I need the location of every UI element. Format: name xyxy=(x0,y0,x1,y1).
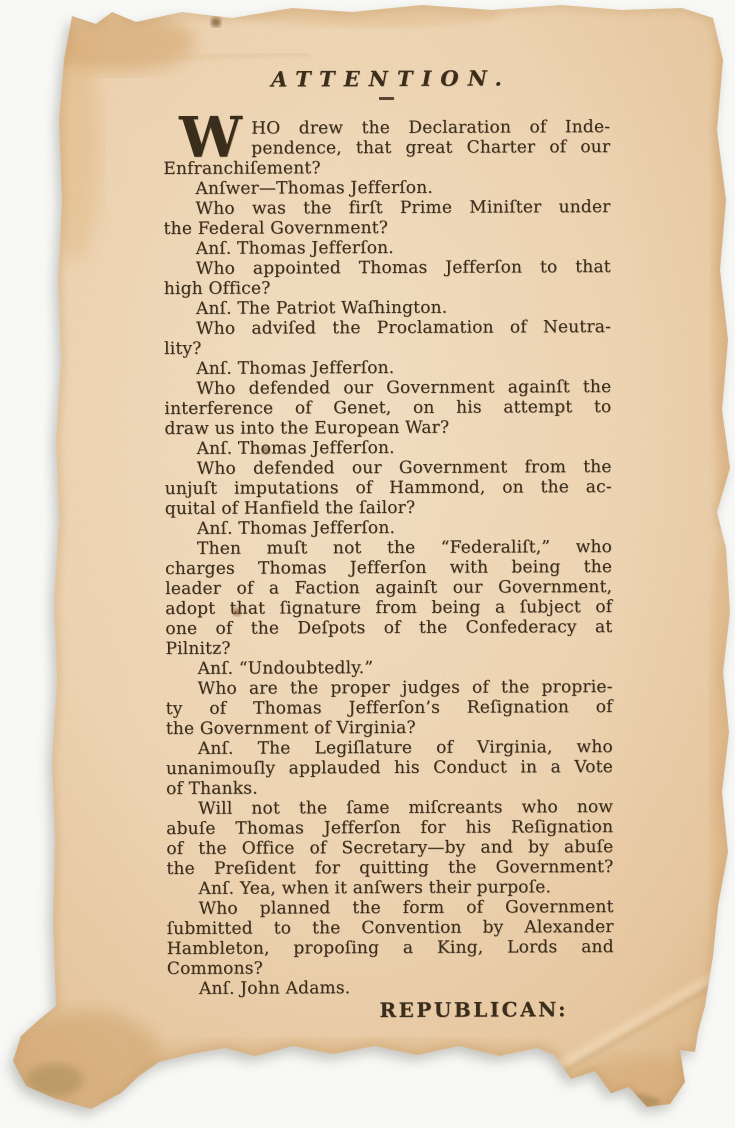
text-line: Who appointed Thomas Jefferſon to that xyxy=(195,257,611,279)
text-line: adopt that ſignature from being a ſubject of xyxy=(165,597,613,619)
text-line: Anſ. Thomas Jefferſon. xyxy=(196,437,395,459)
text-line: the Federal Government? xyxy=(163,217,389,239)
text-line: quital of Hanfield the ſailor? xyxy=(164,497,416,519)
signature-line: REPUBLICAN: xyxy=(379,997,569,1023)
text-line: Then muſt not the “Federaliſt,” who xyxy=(196,537,613,559)
text-line: pendence, that great Charter of our xyxy=(251,137,611,159)
text-line: Will not the ſame miſcreants who now xyxy=(198,797,614,819)
text-line: Anſ. John Adams. xyxy=(198,978,351,999)
text-line: Anſwer—Thomas Jefferſon. xyxy=(195,177,433,199)
text-line: Anſ. “Undoubtedly.” xyxy=(197,658,374,679)
text-line: Anſ. Thomas Jefferſon. xyxy=(196,357,395,379)
document-text xyxy=(163,65,614,1023)
text-line: of the Office of Secretary—by and by abuſe xyxy=(166,837,614,859)
text-line: Anſ. Thomas Jefferſon. xyxy=(196,517,396,539)
text-line: Enfranchiſement? xyxy=(163,158,321,179)
stain xyxy=(240,2,500,26)
text-line: Anſ. The Legiſlature of Virginia, who xyxy=(197,737,613,759)
text-line: the Government of Virginia? xyxy=(165,717,416,739)
text-line: Hambleton, propoſing a King, Lords and xyxy=(166,937,614,959)
text-line: draw us into the European War? xyxy=(164,417,450,439)
stain xyxy=(712,30,735,530)
stain xyxy=(27,1064,83,1096)
text-line: Anſ. Yea, when it anſwers their purpoſe. xyxy=(198,877,552,899)
text-line: Anſ. The Patriot Waſhington. xyxy=(195,297,448,319)
text-line: unanimouſly applauded his Conduct in a Vote xyxy=(165,757,614,779)
text-line: unjuſt imputations of Hammond, on the ac- xyxy=(164,477,612,499)
stain xyxy=(565,1056,715,1120)
text-line: Who are the proper judges of the proprie- xyxy=(197,677,613,699)
text-line: charges Thomas Jefferſon with being the xyxy=(165,557,613,579)
dropcap-letter: W xyxy=(179,104,243,171)
text-line: HO drew the Declaration of Inde- xyxy=(251,117,611,139)
stain xyxy=(10,1010,160,1106)
title-rule xyxy=(379,97,394,100)
text-line: Who adviſed the Proclamation of Neutra- xyxy=(196,317,612,339)
text-line: Who was the firſt Prime Miniſter under xyxy=(195,197,611,219)
text-line: lity? xyxy=(164,338,202,359)
text-line: Who defended our Government againſt the xyxy=(196,377,612,399)
text-line: ty of Thomas Jefferſon’s Reſignation of xyxy=(165,697,613,719)
text-line: Anſ. Thomas Jefferſon. xyxy=(195,237,394,259)
text-line: Commons? xyxy=(166,958,264,979)
text-line: Who planned the form of Government xyxy=(198,897,614,919)
text-line: Pilnitz? xyxy=(165,638,231,659)
text-line: one of the Deſpots of the Confederacy at xyxy=(165,617,613,639)
text-line: abuſe Thomas Jefferſon for his Reſignation xyxy=(166,817,614,839)
text-line: high Office? xyxy=(163,278,271,299)
text-line: leader of a Faction againſt our Government, xyxy=(165,577,613,599)
text-line: interference of Genet, on his attempt to xyxy=(164,397,612,419)
text-line: Who defended our Government from the xyxy=(196,457,612,479)
stain xyxy=(48,40,100,260)
document-lines xyxy=(163,104,614,1023)
text-line: ſubmitted to the Convention by Alexander xyxy=(166,917,614,939)
document-title: ATTENTION. xyxy=(271,65,511,92)
text-line: the Preſident for quitting the Government? xyxy=(166,857,614,879)
text-line: of Thanks. xyxy=(166,778,258,799)
